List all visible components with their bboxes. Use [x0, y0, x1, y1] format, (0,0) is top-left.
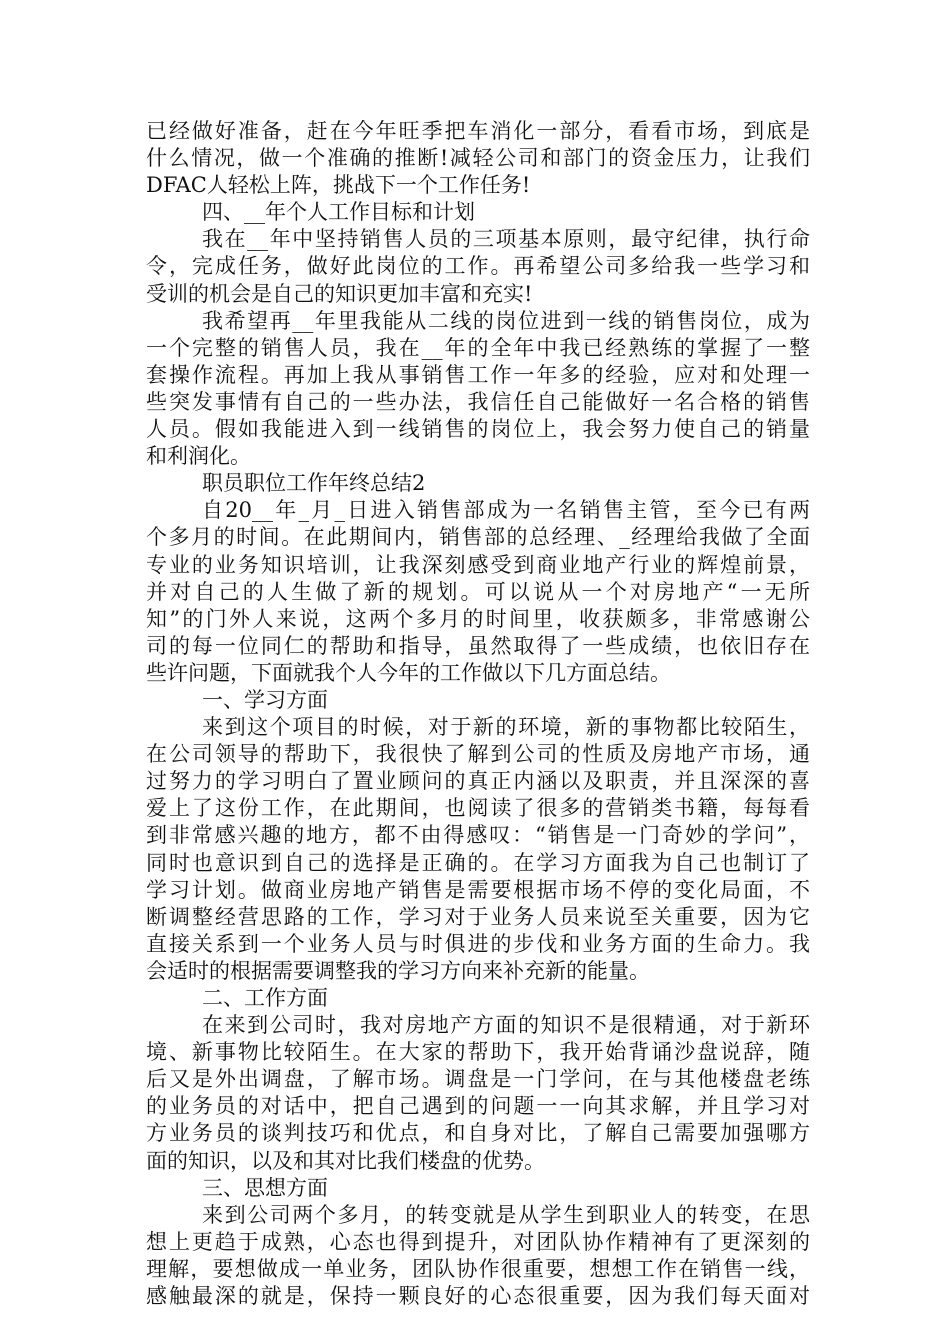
text-line: 我在__年中坚持销售人员的三项基本原则，最守纪律，执行命	[202, 227, 810, 252]
text-line: 四、__年个人工作目标和计划	[202, 200, 475, 225]
text-line: 会适时的根据需要调整我的学习方向来补充新的能量。	[146, 958, 650, 983]
text-line: DFAC人轻松上阵，挑战下一个工作任务!	[146, 173, 531, 198]
document-body	[146, 118, 810, 1310]
text-line: 令，完成任务，做好此岗位的工作。再希望公司多给我一些学习和	[146, 254, 810, 279]
text-line: 和利润化。	[146, 444, 251, 469]
text-line: 爱上了这份工作，在此期间，也阅读了很多的营销类书籍，每每看	[146, 796, 810, 821]
text-line: 司的每一位同仁的帮助和指导，虽然取得了一些成绩，也依旧存在	[146, 633, 810, 658]
text-line: 到非常感兴趣的地方，都不由得感叹：“销售是一门奇妙的学问”，	[146, 823, 810, 848]
text-line: 已经做好准备，赶在今年旺季把车消化一部分，看看市场，到底是	[146, 119, 810, 143]
text-line: 直接关系到一个业务人员与时俱进的步伐和业务方面的生命力。我	[146, 931, 810, 956]
text-line: 方业务员的谈判技巧和优点，和自身对比，了解自己需要加强哪方	[146, 1121, 810, 1146]
text-line: 个多月的时间。在此期间内，销售部的总经理、_经理给我做了全面	[146, 525, 810, 550]
text-line: 过努力的学习明白了置业顾问的真正内涵以及职责，并且深深的喜	[146, 769, 810, 794]
text-line: 自20__年_月_日进入销售部成为一名销售主管，至今已有两	[202, 498, 810, 523]
text-line: 三、思想方面	[202, 1175, 328, 1200]
text-line: 专业的业务知识培训，让我深刻感受到商业地产行业的辉煌前景，	[146, 552, 810, 577]
text-line: 想上更趋于成熟，心态也得到提升，对团队协作精神有了更深刻的	[146, 1229, 810, 1254]
text-line: 在公司领导的帮助下，我很快了解到公司的性质及房地产市场，通	[146, 742, 810, 767]
text-line: 并对自己的人生做了新的规划。可以说从一个对房地产“一无所	[146, 579, 810, 604]
text-line: 一个完整的销售人员，我在__年的全年中我已经熟练的掌握了一整	[146, 335, 810, 360]
text-line: 二、工作方面	[202, 986, 328, 1010]
text-line: 面的知识，以及和其对比我们楼盘的优势。	[146, 1148, 545, 1173]
text-line: 职员职位工作年终总结2	[202, 471, 426, 496]
text-line: 来到公司两个多月，的转变就是从学生到职业人的转变，在思	[202, 1202, 810, 1227]
text-line: 些许问题，下面就我个人今年的工作做以下几方面总结。	[146, 660, 671, 685]
text-line: 的业务员的对话中，把自己遇到的问题一一向其求解，并且学习对	[146, 1094, 810, 1119]
text-line: 人员。假如我能进入到一线销售的岗位上，我会努力使自己的销量	[146, 417, 810, 442]
text-line: 断调整经营思路的工作，学习对于业务人员来说至关重要，因为它	[146, 904, 810, 929]
text-line: 什么情况，做一个准确的推断!减轻公司和部门的资金压力，让我们	[146, 146, 810, 171]
text-line: 些突发事情有自己的一些办法，我信任自己能做好一名合格的销售	[146, 389, 810, 414]
text-line: 我希望再__年里我能从二线的岗位进到一线的销售岗位，成为	[202, 308, 810, 333]
text-line: 同时也意识到自己的选择是正确的。在学习方面我为自己也制订了	[146, 850, 810, 875]
text-line: 来到这个项目的时候，对于新的环境，新的事物都比较陌生，	[202, 715, 810, 740]
text-line: 感触最深的就是，保持一颗良好的心态很重要，因为我们每天面对	[146, 1284, 810, 1309]
text-line: 套操作流程。再加上我从事销售工作一年多的经验，应对和处理一	[146, 362, 810, 387]
text-line: 知”的门外人来说，这两个多月的时间里，收获颇多，非常感谢公	[146, 606, 810, 631]
text-line: 在来到公司时，我对房地产方面的知识不是很精通，对于新环	[202, 1013, 810, 1038]
text-line: 一、学习方面	[202, 687, 328, 712]
text-line: 理解，要想做成一单业务，团队协作很重要，想想工作在销售一线，	[146, 1256, 810, 1281]
text-line: 学习计划。做商业房地产销售是需要根据市场不停的变化局面，不	[146, 877, 810, 902]
text-line: 受训的机会是自己的知识更加丰富和充实!	[146, 281, 533, 306]
text-line: 后又是外出调盘，了解市场。调盘是一门学问，在与其他楼盘老练	[146, 1067, 810, 1092]
text-line: 境、新事物比较陌生。在大家的帮助下，我开始背诵沙盘说辞，随	[146, 1040, 810, 1065]
